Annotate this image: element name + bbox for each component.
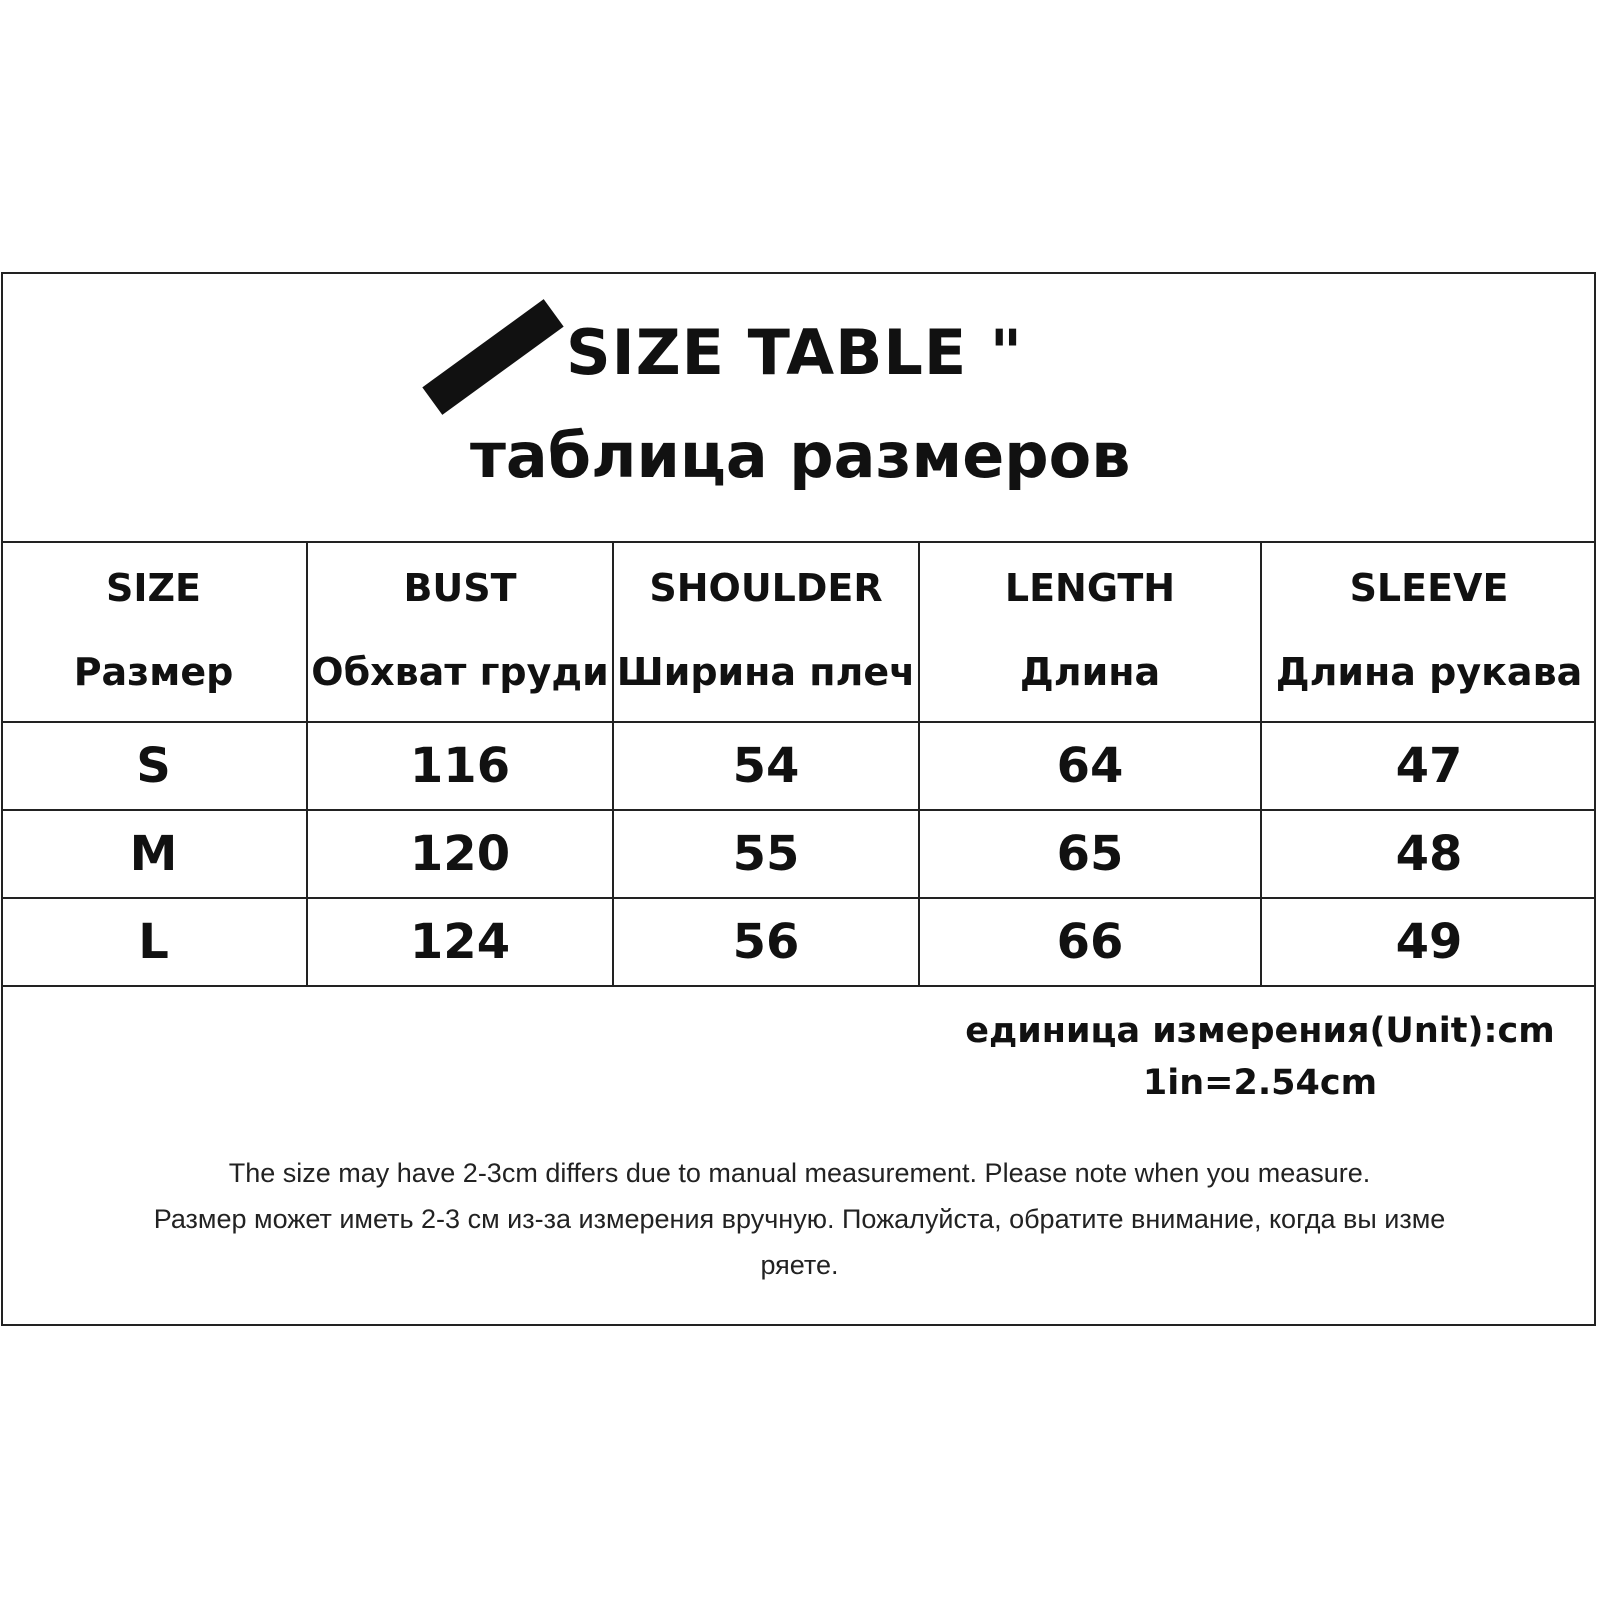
table-row-m — [1, 810, 1596, 898]
header-bust — [307, 542, 613, 722]
header-size — [1, 542, 307, 722]
title-english: SIZE TABLE " — [566, 316, 1024, 389]
header-label-en: BUST — [403, 566, 517, 610]
header-label-en: SHOULDER — [649, 566, 883, 610]
header-label-ru: Длина рукава — [1275, 650, 1583, 694]
header-label-en: SIZE — [105, 566, 202, 610]
cell-length: 64 — [919, 722, 1261, 810]
cell-shoulder: 55 — [613, 810, 919, 898]
table-row-l — [1, 898, 1596, 986]
unit-info — [960, 1005, 1560, 1109]
cell-size: L — [1, 898, 307, 986]
cell-length: 66 — [919, 898, 1261, 986]
header-shoulder — [613, 542, 919, 722]
note-russian-continued: ряете. — [760, 1250, 839, 1280]
header-label-en: LENGTH — [1004, 566, 1176, 610]
unit-line: единица измерения(Unit):cm — [965, 1011, 1555, 1051]
cell-bust: 120 — [307, 810, 613, 898]
cell-bust: 124 — [307, 898, 613, 986]
header-label-en: SLEEVE — [1349, 566, 1509, 610]
header-label-ru: Длина — [1019, 650, 1161, 694]
cell-sleeve: 48 — [1261, 810, 1596, 898]
header-label-ru: Обхват груди — [311, 650, 609, 694]
cell-shoulder: 54 — [613, 722, 919, 810]
header-sleeve — [1261, 542, 1596, 722]
cell-sleeve: 49 — [1261, 898, 1596, 986]
note-english: The size may have 2-3cm differs due to manual measurement. Please note when you measure. — [228, 1158, 1371, 1188]
header-label-ru: Ширина плеч — [616, 650, 916, 694]
title-russian: таблица размеров — [470, 419, 1131, 492]
header-label-ru: Размер — [73, 650, 234, 694]
table-header-row — [1, 542, 1596, 722]
header-length — [919, 542, 1261, 722]
cell-bust: 116 — [307, 722, 613, 810]
cell-shoulder: 56 — [613, 898, 919, 986]
measurement-note — [12, 1150, 1587, 1288]
inch-conversion: 1in=2.54cm — [1142, 1063, 1378, 1103]
size-table — [1, 541, 1596, 987]
note-russian: Размер может иметь 2-3 см из-за измерения вручную. Пожалуйста, обратите внимание, когда вы изме — [153, 1204, 1446, 1234]
cell-size: M — [1, 810, 307, 898]
cell-sleeve: 47 — [1261, 722, 1596, 810]
cell-length: 65 — [919, 810, 1261, 898]
table-row-s — [1, 722, 1596, 810]
cell-size: S — [1, 722, 307, 810]
